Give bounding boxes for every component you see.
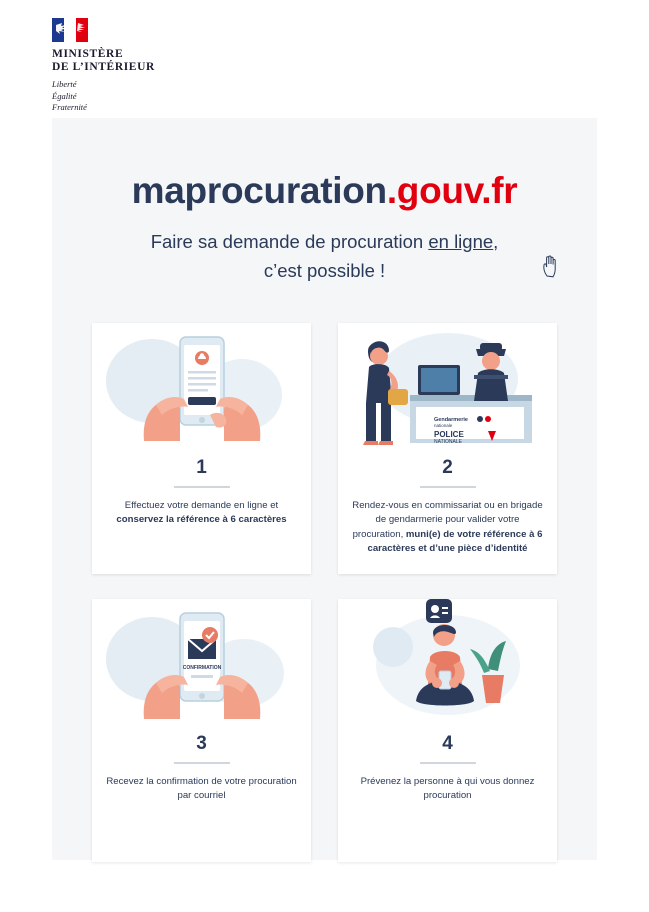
- title-main: maprocuration: [131, 170, 387, 211]
- steps-grid: [92, 323, 557, 862]
- page-subtitle: [52, 228, 597, 285]
- subtitle-part-2: ,: [493, 231, 499, 252]
- divider: [420, 486, 476, 488]
- svg-text:nationale: nationale: [434, 423, 453, 428]
- divider: [420, 762, 476, 764]
- step-card-3: [92, 599, 311, 862]
- hands-holding-smartphone-form-icon: [92, 323, 311, 451]
- smartphone-email-confirmation-icon: [92, 599, 311, 727]
- page-title: [52, 170, 597, 212]
- devise-egalite: Égalité: [52, 90, 77, 101]
- step-number: 2: [442, 457, 453, 478]
- svg-text:NATIONALE: NATIONALE: [434, 439, 462, 445]
- step-caption-bold: muni(e) de votre référence à 6 caractères et d’une pièce d’identité: [367, 528, 543, 555]
- hand-pointer-icon: [541, 254, 559, 278]
- step-card-2: [338, 323, 557, 574]
- step-caption: Recevez la confirmation de votre procuration par courriel: [106, 776, 297, 802]
- step-number: 4: [442, 733, 453, 754]
- divider: [174, 762, 230, 764]
- ministry-logo-block: [52, 18, 182, 114]
- badge-police-label: POLICE: [434, 430, 464, 439]
- step-caption-plain: Rendez-vous en commissariat ou en brigade de gendarmerie pour valider votre procuration,: [352, 500, 543, 540]
- step-number: 3: [196, 733, 207, 754]
- step-caption-bold: conservez la référence à 6 caractères: [116, 514, 287, 526]
- ministry-name-line-1: MINISTÈRE: [52, 48, 124, 60]
- ministry-name-line-2: DE L’INTÉRIEUR: [52, 61, 155, 74]
- contact-card-icon: [426, 599, 452, 623]
- devise-fraternite: Fraternité: [52, 102, 87, 113]
- devise-liberte: Liberté: [52, 79, 77, 90]
- badge-gendarmerie-label: Gendarmerie: [434, 417, 468, 423]
- step-card-4: [338, 599, 557, 862]
- title-domain: .gouv.fr: [386, 170, 518, 211]
- step-caption: [92, 499, 311, 528]
- poster-panel: [52, 118, 597, 860]
- step-caption: [338, 499, 557, 557]
- subtitle-part-1: Faire sa demande de procuration: [150, 231, 429, 252]
- divider: [174, 486, 230, 488]
- french-flag-icon: [52, 18, 88, 42]
- police-gendarmerie-counter-icon: [338, 323, 557, 451]
- subtitle-underlined: en ligne: [428, 231, 494, 252]
- step-caption-plain: Effectuez votre demande en ligne et: [124, 500, 279, 511]
- seated-person-with-phone-icon: [338, 599, 557, 727]
- confirmation-screen-label: CONFIRMATION: [182, 665, 222, 671]
- step-caption: Prévenez la personne à qui vous donnez procuration: [360, 776, 535, 802]
- step-number: 1: [196, 457, 207, 478]
- step-card-1: [92, 323, 311, 574]
- subtitle-line-2: c’est possible !: [263, 259, 386, 281]
